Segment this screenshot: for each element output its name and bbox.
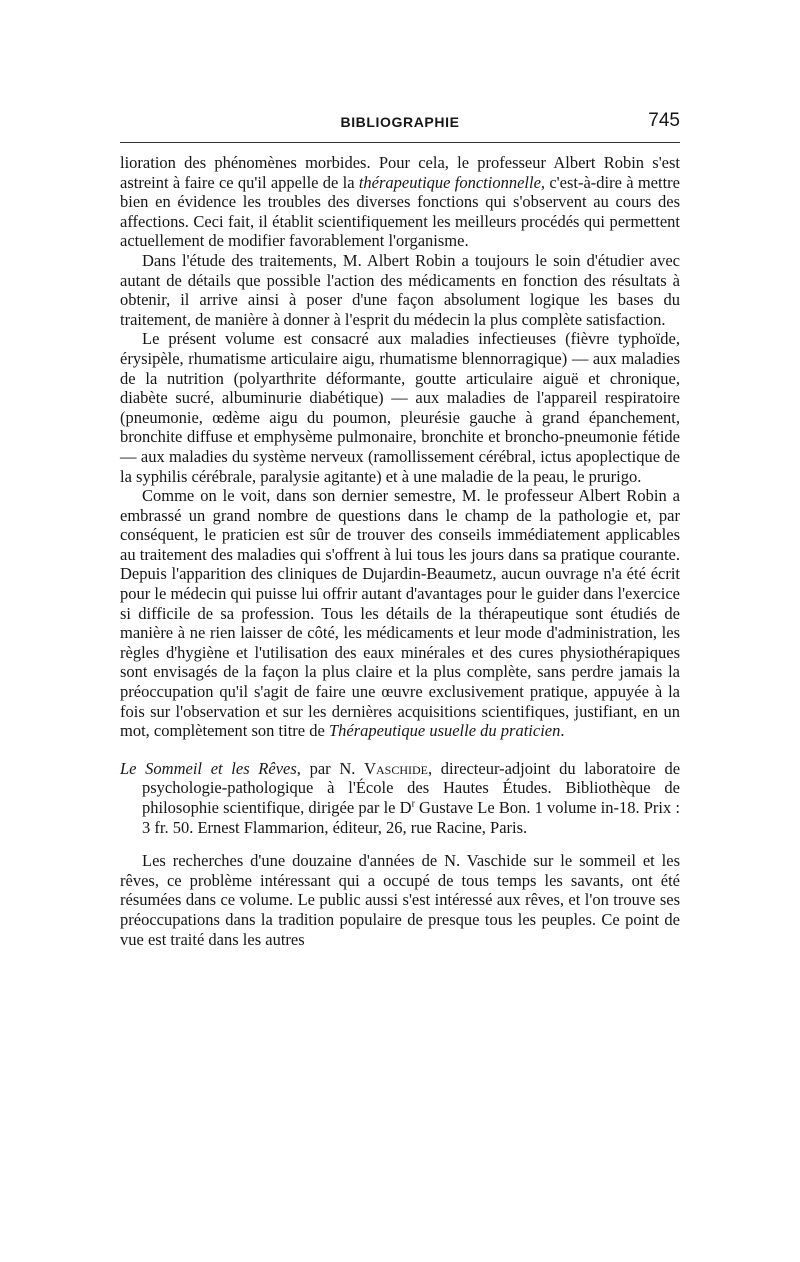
- paragraph-4-italic: Thérapeutique usuelle du praticien: [328, 721, 561, 741]
- review-book-title: Le Sommeil et les Rêves: [120, 758, 297, 778]
- header-rule: [120, 142, 680, 143]
- review-details-b: Gustave Le Bon. 1 volume in-18. Prix : 3 fr. 50. Ernest Flammarion, éditeur, 26, rue Racine, Paris.: [142, 798, 680, 837]
- page-number: 745: [648, 110, 680, 131]
- paragraph-4-text-a: Comme on le voit, dans son dernier semestre, M. le professeur Albert Robin a embrassé un grand nombre de questions dans le champ de la pathologie et, par conséquent, le praticien est sûr de trouver des conseils immédiatement applicables au traitement des maladies qui s'offrent à lui tous les jours dans sa pratique courante. Depuis l'apparition des cliniques de Dujardin-Beaumetz, aucun ouvrage n'a été écrit pour le médecin qui puisse lui offrir autant d'avantages pour le guider dans l'exercice si difficile de sa profession. Tous les détails de la thérapeutique sont étudiés de manière à ne rien laisser de côté, les médicaments et leur mode d'administration, les règles d'hygiène et l'utilisation des eaux minérales et des cures physiothérapiques sont envisagés de la façon la plus claire et la plus complète, sans perdre jamais la préoccupation qu'il s'agit de faire une œuvre exclusivement pratique, appuyée à la fois sur l'observation et sur les dernières acquisitions scientifiques, justifiant, en un mot, complètement son titre de: [120, 486, 680, 741]
- paragraph-4-text-b: .: [560, 721, 565, 741]
- paragraph-2: Dans l'étude des traitements, M. Albert Robin a toujours le soin d'étudier avec autant de détails que possible l'action des médicaments en fonction des résultats à obtenir, il arrive ainsi à poser d'une façon absolument logique les bases du traitement, de manière à donner à l'esprit du médecin la plus complète satisfaction.: [120, 250, 680, 329]
- paragraph-1-text-a: lioration des phénomènes morbides. Pour cela, le professeur Albert Robin s'est astreint à faire ce qu'il appelle de la: [120, 153, 680, 192]
- review-author: Vaschide: [364, 758, 428, 778]
- paragraph-1-text-b: , c'est-à-dire à mettre bien en évidence les troubles des diverses fonctions qui s'observent au cours des affections. Ceci fait, il établit scientifiquement les meilleurs procédés qui permettent actuellement de modifier favorablement l'organisme.: [120, 172, 680, 251]
- paragraph-1-italic: thérapeutique fonctionnelle: [358, 172, 541, 192]
- paragraph-1: [120, 153, 680, 251]
- book-page: [120, 110, 680, 949]
- review-details-a: , directeur-adjoint du laboratoire de psychologie-pathologique à l'École des Hautes Études. Bibliothèque de philosophie scientifique, dirigée par le D: [142, 758, 681, 817]
- review-by: , par N.: [296, 758, 365, 778]
- paragraph-3: Le présent volume est consacré aux maladies infectieuses (fièvre typhoïde, érysipèle, rhumatisme articulaire aigu, rhumatisme blennorragique) — aux maladies de la nutrition (polyarthrite déformante, goutte articulaire aiguë et chronique, diabète sucré, albuminurie diabétique) — aux maladies de l'appareil respiratoire (pneumonie, œdème aigu du poumon, pleurésie gauche à grand épanchement, bronchite diffuse et emphysème pulmonaire, bronchite et broncho-pneumonie fétide — aux maladies du système nerveux (ramollissement cérébral, ictus apoplectique de la syphilis cérébrale, paralysie agitante) et à une maladie de la peau, le prurigo.: [120, 329, 680, 486]
- paragraph-4: [120, 486, 680, 741]
- review-details-sup: r: [411, 798, 415, 810]
- review-body: Les recherches d'une douzaine d'années de N. Vaschide sur le sommeil et les rêves, ce problème intéressant qui a occupé de tous temps les savants, ont été résumées dans ce volume. Le public aussi s'est intéressé aux rêves, et l'on trouve ses préoccupations dans la tradition populaire de presque tous les peuples. Ce point de vue est traité dans les autres: [120, 851, 680, 949]
- review-entry: [120, 759, 680, 837]
- running-head: [120, 110, 680, 140]
- running-title: BIBLIOGRAPHIE: [340, 114, 460, 130]
